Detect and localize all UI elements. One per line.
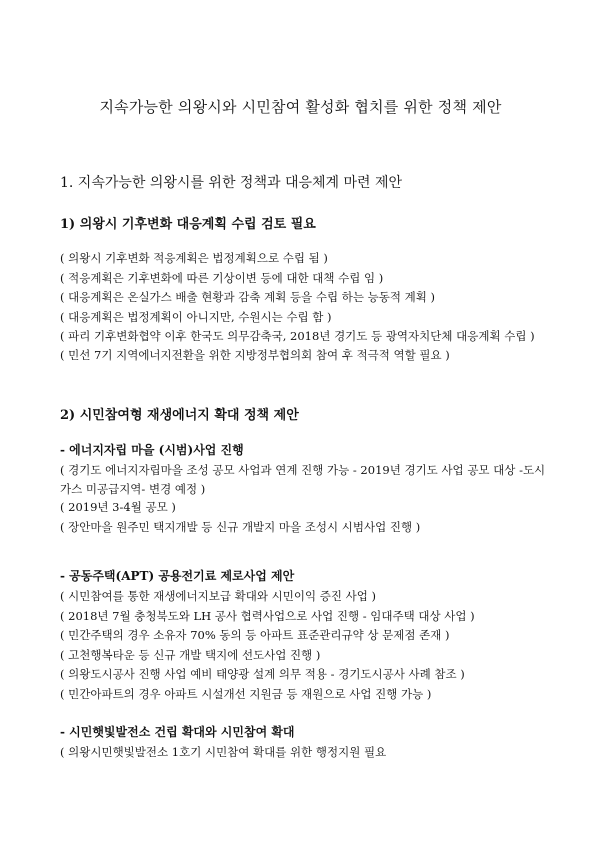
list-item: ( 민간아파트의 경우 아파트 시설개선 지원금 등 재원으로 사업 진행 가능 ): [60, 686, 432, 701]
group-list: [60, 461, 550, 537]
group-list: [60, 743, 550, 763]
list-item: ( 시민참여를 통한 재생에너지보급 확대와 시민이익 증진 사업 ): [60, 589, 376, 603]
group-heading: - 시민햇빛발전소 건립 확대와 시민참여 확대: [60, 725, 295, 739]
group-heading: - 공동주택(APT) 공용전기료 제로사업 제안: [60, 569, 295, 583]
subsection-2-heading: 2) 시민참여형 재생에너지 확대 정책 제안: [60, 408, 299, 423]
list-item: ( 2018년 7월 충청북도와 LH 공사 협력사업으로 사업 진행 - 임대주택 대상 사업 ): [60, 608, 475, 623]
document-title: 지속가능한 의왕시와 시민참여 활성화 협치를 위한 정책 제안: [99, 98, 502, 116]
list-item: ( 경기도 에너지자립마을 조성 공모 사업과 연계 진행 가능 - 2019년 경기도 사업 공모 대상 -도시가스 미공급지역- 변경 예정 ): [60, 463, 546, 496]
list-item: ( 의왕시 기후변화 적응계획은 법정계획으로 수립 됨 ): [60, 251, 328, 265]
group-list: [60, 587, 550, 704]
subsection-1-heading: 1) 의왕시 기후변화 대응계획 수립 검토 필요: [60, 217, 316, 232]
group-heading: - 에너지자립 마을 (시범)사업 진행: [60, 443, 244, 457]
list-item: ( 민간주택의 경우 소유자 70% 동의 등 아파트 표준관리규약 상 문제점 존재 ): [60, 628, 450, 642]
list-item: ( 의왕시민햇빛발전소 1호기 시민참여 확대를 위한 행정지원 필요: [60, 745, 387, 759]
list-item: ( 파리 기후변화협약 이후 한국도 의무감축국, 2018년 경기도 등 광역자치단체 대응계획 수립 ): [60, 329, 535, 343]
list-item: ( 민선 7기 지역에너지전환을 위한 지방정부협의회 참여 후 적극적 역할 필요 ): [60, 347, 450, 362]
list-item: ( 적응계획은 기후변화에 따른 기상이변 등에 대한 대책 수립 임 ): [60, 270, 384, 285]
list-item: ( 의왕도시공사 진행 사업 예비 태양광 설계 의무 적용 - 경기도시공사 사례 참조 ): [60, 667, 465, 681]
list-item: ( 대응계획은 법정계획이 아니지만, 수원시는 수립 함 ): [60, 309, 332, 324]
list-item: ( 2019년 3-4월 공모 ): [60, 500, 176, 514]
list-item: ( 장안마을 원주민 택지개발 등 신규 개발지 마을 조성시 시범사업 진행 ): [60, 519, 421, 534]
subsection-1-list: [60, 249, 550, 365]
list-item: ( 고천행복타운 등 신규 개발 택지에 선도사업 진행 ): [60, 647, 321, 662]
list-item: ( 대응계획은 온실가스 배출 현황과 감축 계획 등을 수립 하는 능동적 계획 ): [60, 290, 435, 304]
section-1-heading: 1. 지속가능한 의왕시를 위한 정책과 대응체계 마련 제안: [60, 175, 403, 191]
